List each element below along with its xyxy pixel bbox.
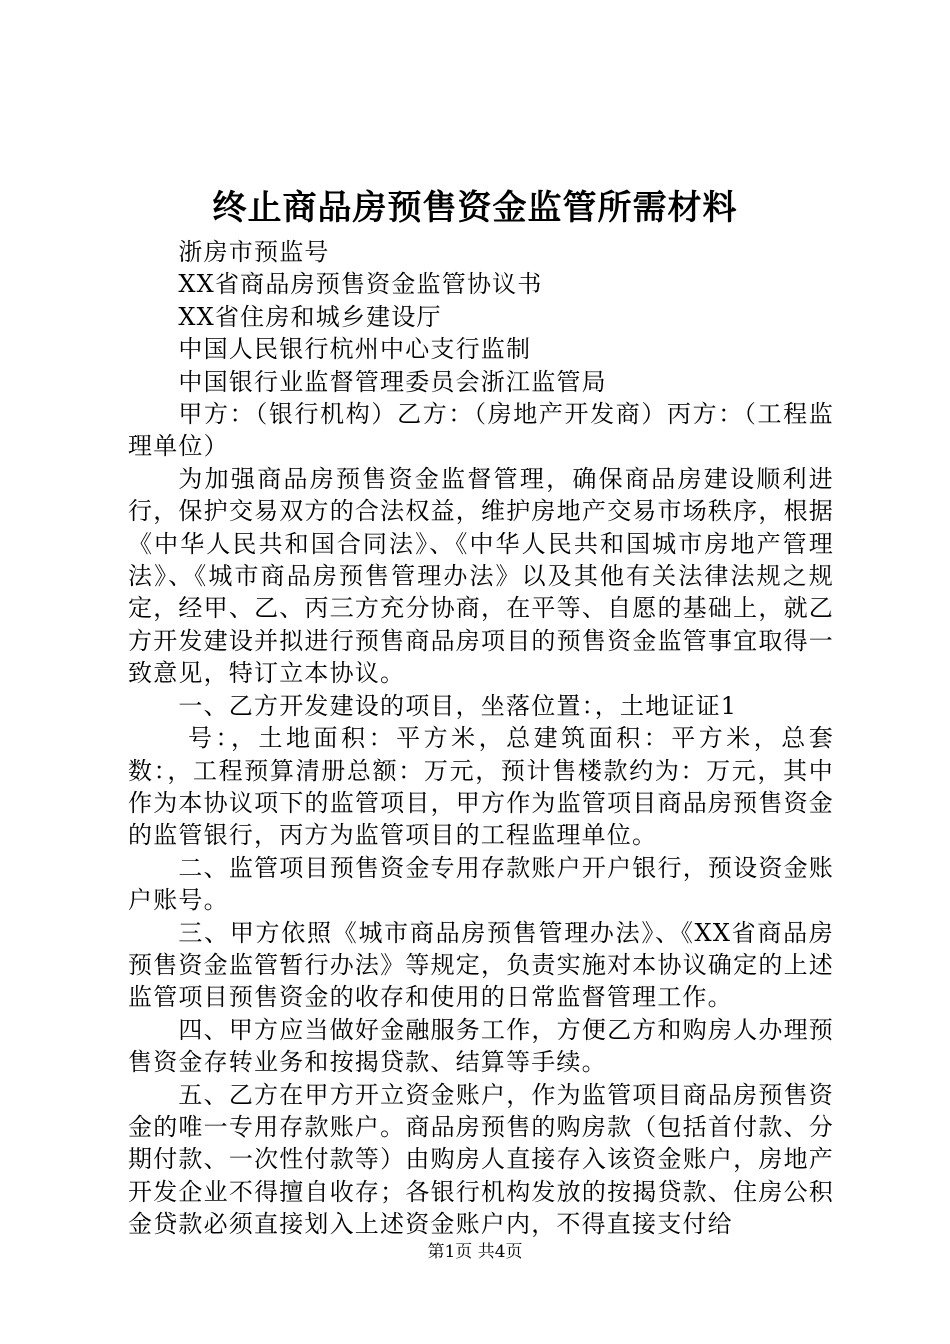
paragraph-parties: 甲方：（银行机构）乙方：（房地产开发商）丙方：（工程监理单位）: [128, 400, 834, 461]
paragraph-clause-1: 一、乙方开发建设的项目，坐落位置：，土地证证1: [178, 691, 738, 720]
paragraph-clause-2: 二、监管项目预售资金专用存款账户开户银行，预设资金账户账号。: [128, 853, 834, 915]
header-line-issuer-regulator: 中国银行业监督管理委员会浙江监管局: [178, 367, 607, 396]
paragraph-clause-3: 三、甲方依照《城市商品房预售管理办法》、《XX省商品房预售资金监管暂行办法》等规定，负责实施对本协议确定的上述监管项目预售资金的收存和使用的日常监督管理工作。: [128, 918, 834, 1012]
header-line-issuer-department: XX省住房和城乡建设厅: [178, 302, 442, 331]
header-line-notice-number: 浙房市预监号: [178, 238, 330, 266]
header-line-agreement-name: XX省商品房预售资金监管协议书: [178, 270, 543, 299]
document-title: 终止商品房预售资金监管所需材料: [212, 188, 738, 228]
paragraph-clause-5: 五、乙方在甲方开立资金账户，作为监管项目商品房预售资金的唯一专用存款账户。商品房预售的购房款（包括首付款、分期付款、一次性付款等）由购房人直接存入该资金账户，房地产开发企业不得擅自收存；各银行机构发放的按揭贷款、住房公积金贷款必须直接划入上述资金账户内，不得直接支付给: [128, 1080, 834, 1239]
header-line-issuer-bank: 中国人民银行杭州中心支行监制: [178, 335, 532, 364]
paragraph-clause-4: 四、甲方应当做好金融服务工作，方便乙方和购房人办理预售资金存转业务和按揭贷款、结算等手续。: [128, 1015, 834, 1077]
page-number-footer: 第1页 共4页: [427, 1242, 523, 1262]
document-body: [128, 236, 834, 1241]
paragraph-preamble: 为加强商品房预售资金监督管理，确保商品房建设顺利进行，保护交易双方的合法权益，维护房地产交易市场秩序，根据《中华人民共和国合同法》、《中华人民共和国城市房地产管理法》、《城市商品房预售管理办法》以及其他有关法律法规之规定，经甲、乙、丙三方充分协商，在平等、自愿的基础上，就乙方开发建设并拟进行预售商品房项目的预售资金监管事宜取得一致意见，特订立本协议。: [128, 464, 834, 688]
paragraph-clause-1-continued: 号：，土地面积：平方米，总建筑面积：平方米，总套数：，工程预算清册总额：万元，预计售楼款约为：万元，其中作为本协议项下的监管项目，甲方作为监管项目商品房预售资金的监管银行，丙方为监管项目的工程监理单位。: [128, 724, 834, 850]
